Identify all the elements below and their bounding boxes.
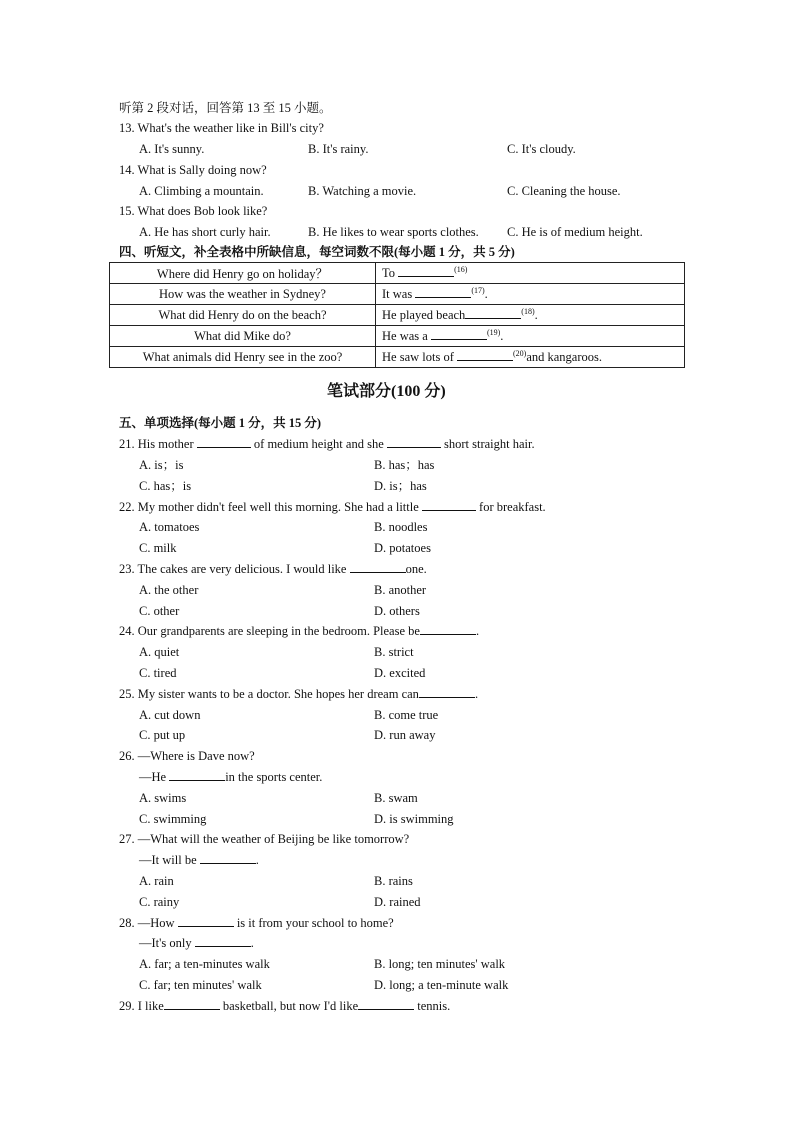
- question-23-option-d: D. others: [374, 604, 420, 618]
- question-25-option-a: A. cut down: [139, 708, 201, 722]
- question-24-option-d: D. excited: [374, 666, 426, 680]
- stem-text: short straight hair.: [440, 437, 535, 451]
- question-14-option-b: B. Watching a movie.: [308, 184, 417, 198]
- answer-blank[interactable]: [178, 915, 234, 927]
- answer-blank[interactable]: [387, 436, 441, 448]
- question-25-option-d: D. run away: [374, 728, 436, 742]
- question-23-option-b: B. another: [374, 583, 427, 597]
- answer-blank-18[interactable]: [465, 307, 521, 319]
- question-27-stem: 27. —What will the weather of Beijing be like tomorrow?: [119, 832, 410, 846]
- blank-number: (18): [521, 306, 535, 316]
- question-22-option-a: A. tomatoes: [139, 520, 200, 534]
- stem-text: for breakfast.: [475, 500, 546, 514]
- question-21-option-d: D. is；has: [374, 479, 427, 493]
- question-24-option-b: B. strict: [374, 645, 414, 659]
- question-22-option-b: B. noodles: [374, 520, 428, 534]
- question-24-option-c: C. tired: [139, 666, 177, 680]
- part4-heading: 四、听短文，补全表格中所缺信息，每空词数不限(每小题 1 分，共 5 分): [119, 245, 515, 259]
- question-13-option-b: B. It's rainy.: [308, 142, 369, 156]
- part5-heading: 五、单项选择(每小题 1 分，共 15 分): [119, 416, 322, 430]
- answer-blank[interactable]: [164, 998, 220, 1010]
- answer-blank[interactable]: [422, 499, 476, 511]
- question-25-stem: [119, 686, 478, 702]
- table-answer: [376, 326, 685, 347]
- answer-prefix: He played beach: [382, 308, 466, 322]
- answer-suffix: .: [500, 329, 504, 343]
- question-27-option-d: D. rained: [374, 895, 421, 909]
- question-26-option-d: D. is swimming: [374, 812, 454, 826]
- stem-text: .: [474, 687, 479, 701]
- question-15-option-b: B. He likes to wear sports clothes.: [308, 225, 479, 239]
- info-table: [109, 262, 685, 368]
- question-14-option-a: A. Climbing a mountain.: [139, 184, 264, 198]
- question-22-option-d: D. potatoes: [374, 541, 431, 555]
- table-row: [110, 326, 685, 347]
- question-27-option-c: C. rainy: [139, 895, 180, 909]
- answer-blank[interactable]: [195, 935, 251, 947]
- stem-text: 23. The cakes are very delicious. I would like: [119, 562, 350, 576]
- stem-text: of medium height and she: [250, 437, 387, 451]
- question-24-stem: [119, 623, 479, 639]
- question-14-option-c: C. Cleaning the house.: [507, 184, 621, 198]
- question-28-option-b: B. long; ten minutes' walk: [374, 957, 506, 971]
- answer-suffix: and kangaroos.: [526, 350, 602, 364]
- question-23-stem: [119, 561, 427, 577]
- table-question: What animals did Henry see in the zoo?: [110, 347, 376, 368]
- stem-text: 22. My mother didn't feel well this morning. She had a little: [119, 500, 422, 514]
- stem-text: .: [475, 624, 480, 638]
- question-26-stem: 26. —Where is Dave now?: [119, 749, 255, 763]
- question-26-option-b: B. swam: [374, 791, 418, 805]
- question-28-response: [139, 935, 254, 951]
- table-row: [110, 305, 685, 326]
- table-row: [110, 284, 685, 305]
- answer-blank-19[interactable]: [431, 328, 487, 340]
- question-23-option-c: C. other: [139, 604, 180, 618]
- stem-text: —It will be: [139, 853, 200, 867]
- question-29-stem: [119, 998, 450, 1014]
- answer-prefix: To: [382, 266, 399, 280]
- stem-text: basketball, but now I'd like: [219, 999, 359, 1013]
- answer-blank[interactable]: [419, 686, 475, 698]
- question-28-option-c: C. far; ten minutes' walk: [139, 978, 262, 992]
- question-27-option-a: A. rain: [139, 874, 174, 888]
- question-28-option-d: D. long; a ten-minute walk: [374, 978, 509, 992]
- question-13-stem: 13. What's the weather like in Bill's city?: [119, 121, 324, 135]
- question-15-stem: 15. What does Bob look like?: [119, 204, 268, 218]
- blank-number: (17): [471, 285, 485, 295]
- table-row: [110, 347, 685, 368]
- answer-blank[interactable]: [200, 852, 256, 864]
- answer-blank-16[interactable]: [398, 265, 454, 277]
- question-15-option-c: C. He is of medium height.: [507, 225, 643, 239]
- blank-number: (16): [454, 264, 468, 274]
- question-27-response: [139, 852, 259, 868]
- listening-intro: 听第 2 段对话，回答第 13 至 15 小题。: [119, 101, 332, 115]
- question-27-option-b: B. rains: [374, 874, 413, 888]
- table-question: How was the weather in Sydney?: [110, 284, 376, 305]
- answer-blank[interactable]: [358, 998, 414, 1010]
- answer-blank-17[interactable]: [415, 286, 471, 298]
- stem-text: 24. Our grandparents are sleeping in the bedroom. Please be: [119, 624, 420, 638]
- stem-text: —He: [139, 770, 170, 784]
- stem-text: 29. I like: [119, 999, 164, 1013]
- question-22-option-c: C. milk: [139, 541, 177, 555]
- table-row: [110, 263, 685, 284]
- question-13-option-c: C. It's cloudy.: [507, 142, 576, 156]
- question-21-option-c: C. has；is: [139, 479, 192, 493]
- question-21-stem: [119, 436, 535, 452]
- answer-blank[interactable]: [350, 561, 406, 573]
- answer-suffix: .: [484, 287, 488, 301]
- stem-text: 21. His mother: [119, 437, 197, 451]
- table-answer: [376, 284, 685, 305]
- question-13-option-a: A. It's sunny.: [139, 142, 205, 156]
- table-answer: [376, 305, 685, 326]
- question-26-response: [139, 769, 322, 785]
- question-25-option-c: C. put up: [139, 728, 186, 742]
- answer-prefix: He saw lots of: [382, 350, 457, 364]
- question-21-option-b: B. has；has: [374, 458, 435, 472]
- answer-blank-20[interactable]: [457, 349, 513, 361]
- question-25-option-b: B. come true: [374, 708, 439, 722]
- answer-suffix: .: [534, 308, 538, 322]
- stem-text: in the sports center.: [225, 770, 323, 784]
- written-section-title: 笔试部分(100 分): [327, 383, 446, 400]
- question-14-stem: 14. What is Sally doing now?: [119, 163, 267, 177]
- blank-number: (20): [513, 348, 527, 358]
- answer-blank[interactable]: [197, 436, 251, 448]
- stem-text: tennis.: [414, 999, 451, 1013]
- question-22-stem: [119, 499, 546, 515]
- question-24-option-a: A. quiet: [139, 645, 180, 659]
- question-23-option-a: A. the other: [139, 583, 199, 597]
- stem-text: .: [250, 936, 254, 950]
- question-26-option-a: A. swims: [139, 791, 187, 805]
- stem-text: 25. My sister wants to be a doctor. She hopes her dream can: [119, 687, 419, 701]
- answer-blank[interactable]: [169, 769, 225, 781]
- table-question: Where did Henry go on holiday？: [110, 263, 376, 284]
- table-answer: [376, 263, 685, 284]
- question-15-option-a: A. He has short curly hair.: [139, 225, 271, 239]
- stem-text: .: [255, 853, 259, 867]
- question-26-option-c: C. swimming: [139, 812, 207, 826]
- answer-prefix: It was: [382, 287, 416, 301]
- blank-number: (19): [486, 327, 501, 337]
- answer-prefix: He was a: [382, 329, 431, 343]
- stem-text: 28. —How: [119, 916, 178, 930]
- stem-text: is it from your school to home?: [233, 916, 394, 930]
- table-question: What did Mike do?: [110, 326, 376, 347]
- table-answer: [376, 347, 685, 368]
- question-21-option-a: A. is；is: [139, 458, 184, 472]
- question-28-option-a: A. far; a ten-minutes walk: [139, 957, 270, 971]
- stem-text: —It's only: [139, 936, 195, 950]
- question-28-stem: [119, 915, 394, 931]
- answer-blank[interactable]: [420, 623, 476, 635]
- table-question: What did Henry do on the beach?: [110, 305, 376, 326]
- stem-text: one.: [405, 562, 427, 576]
